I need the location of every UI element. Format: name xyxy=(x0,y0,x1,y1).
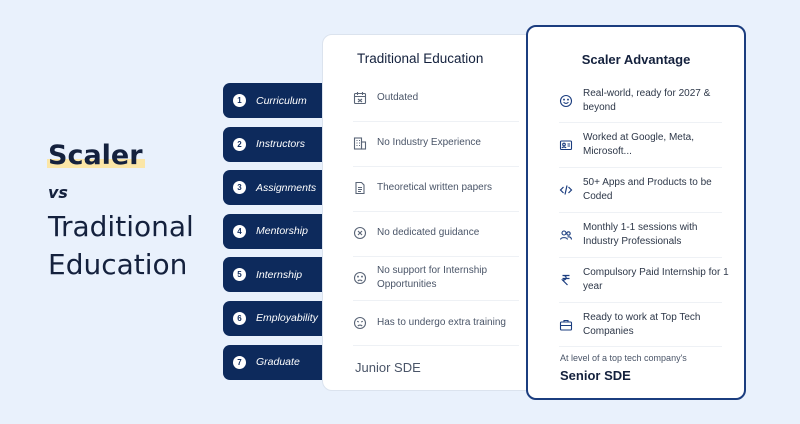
traditional-item xyxy=(353,316,521,330)
x-circle-icon xyxy=(353,226,367,240)
calendar-x-icon xyxy=(353,91,367,105)
scaler-item-text: Real-world, ready for 2027 & beyond xyxy=(583,88,711,113)
divider xyxy=(559,346,722,347)
scaler-item-text: Compulsory Paid Internship for 1 year xyxy=(583,267,729,292)
tab-number: 5 xyxy=(233,268,246,281)
tab-number: 6 xyxy=(233,312,246,325)
briefcase-icon xyxy=(559,318,573,332)
building-icon xyxy=(353,136,367,150)
traditional-item xyxy=(353,264,521,292)
divider xyxy=(353,256,519,257)
heading-traditional: Traditional Education xyxy=(48,210,194,281)
tab-employability[interactable] xyxy=(223,301,333,336)
scaler-item-text: Ready to work at Top Tech Companies xyxy=(583,312,701,337)
tab-number: 7 xyxy=(233,356,246,369)
traditional-item-text: No support for Internship Opportunities xyxy=(377,265,488,290)
tab-number: 1 xyxy=(233,94,246,107)
scaler-outcome-text: Senior SDE xyxy=(560,368,631,383)
heading xyxy=(48,140,208,284)
traditional-item xyxy=(353,136,521,150)
divider xyxy=(559,302,722,303)
sad-face-icon xyxy=(353,271,367,285)
scaler-item xyxy=(559,87,734,115)
traditional-item xyxy=(353,91,521,105)
traditional-item-text: No Industry Experience xyxy=(377,137,481,148)
scaler-item-text: Worked at Google, Meta, Microsoft... xyxy=(583,132,694,157)
divider xyxy=(353,300,519,301)
frown-face-icon xyxy=(353,316,367,330)
divider xyxy=(559,212,722,213)
scaler-item xyxy=(559,176,734,204)
heading-scaler: Scaler xyxy=(48,140,143,171)
scaler-item xyxy=(559,131,734,159)
scaler-item xyxy=(559,266,734,294)
traditional-item-text: Has to undergo extra training xyxy=(377,317,506,328)
divider xyxy=(559,257,722,258)
category-tabs xyxy=(223,83,333,388)
tab-mentorship[interactable] xyxy=(223,214,333,249)
tab-instructors[interactable] xyxy=(223,127,333,162)
smile-icon xyxy=(559,94,573,108)
scaler-outcome xyxy=(560,368,631,383)
rupee-icon xyxy=(559,273,573,287)
scaler-title: Scaler Advantage xyxy=(581,52,691,67)
scaler-item-text: 50+ Apps and Products to be Coded xyxy=(583,177,712,202)
divider xyxy=(559,167,722,168)
traditional-item-text: No dedicated guidance xyxy=(377,227,480,238)
tab-graduate[interactable] xyxy=(223,345,333,380)
traditional-item-text: Outdated xyxy=(377,92,419,103)
divider xyxy=(353,345,519,346)
traditional-item-text: Theoretical written papers xyxy=(377,182,493,193)
scaler-card xyxy=(526,25,746,400)
tab-internship[interactable] xyxy=(223,257,333,292)
divider xyxy=(559,122,722,123)
divider xyxy=(353,121,519,122)
tab-label: Mentorship xyxy=(256,225,308,238)
traditional-item xyxy=(353,226,521,240)
tab-assignments[interactable] xyxy=(223,170,333,205)
scaler-item xyxy=(559,221,734,249)
code-icon xyxy=(559,183,573,197)
tab-curriculum[interactable] xyxy=(223,83,333,118)
tab-label: Graduate xyxy=(256,356,300,369)
tab-number: 2 xyxy=(233,138,246,151)
users-icon xyxy=(559,228,573,242)
tab-number: 3 xyxy=(233,181,246,194)
tab-number: 4 xyxy=(233,225,246,238)
traditional-title: Traditional Education xyxy=(357,51,484,66)
tab-label: Curriculum xyxy=(256,94,307,107)
scaler-outcome-label: At level of a top tech company's xyxy=(560,353,687,363)
document-icon xyxy=(353,181,367,195)
divider xyxy=(353,211,519,212)
divider xyxy=(353,166,519,167)
tab-label: Assignments xyxy=(256,181,317,194)
scaler-outcome-highlight xyxy=(560,368,631,383)
tab-label: Instructors xyxy=(256,138,306,151)
id-card-icon xyxy=(559,138,573,152)
tab-label: Internship xyxy=(256,268,303,281)
scaler-item xyxy=(559,311,734,339)
tab-label: Employability xyxy=(256,312,318,325)
traditional-outcome: Junior SDE xyxy=(355,360,421,375)
heading-vs: vs xyxy=(48,183,68,202)
traditional-item xyxy=(353,181,521,195)
traditional-card xyxy=(322,34,538,391)
scaler-item-text: Monthly 1-1 sessions with Industry Professionals xyxy=(583,222,698,247)
